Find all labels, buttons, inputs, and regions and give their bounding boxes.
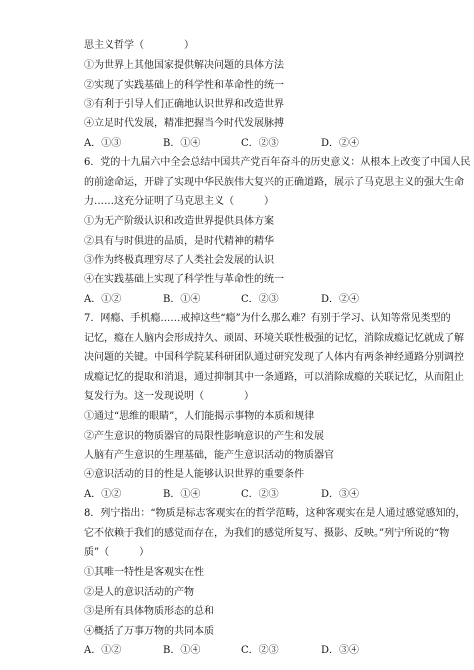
q6-item-1: ①为无产阶级认识和改造世界提供具体方案 (84, 216, 274, 227)
q7-option-b[interactable]: B．①④ (163, 489, 201, 500)
q8-item-1: ①其唯一特性是客观实在性 (84, 567, 204, 578)
q6-stem-line-2: 的前途命运，开辟了实现中华民族伟大复兴的正确道路，展示了马克思主义的强大生命 (84, 177, 464, 188)
q7-item-1: ①通过“思维的眼睛”，人们能揭示事物的本质和规律 (84, 411, 315, 422)
q6-stem-line-1: 6．党的十九届六中全会总结中国共产党百年奋斗的历史意义：从根本上改变了中国人民 (84, 157, 471, 168)
q6-options (84, 292, 404, 308)
q6-item-4: ④在实践基础上实现了科学性与革命性的统一 (84, 274, 284, 285)
q7-stem-line-3: 决问题的关键。中国科学院某科研团队通过研究发现了人体内有两条神经通路分别调控 (84, 352, 464, 363)
q8-item-4: ④概括了万事万物的共同本质 (84, 626, 214, 637)
q8-options (84, 643, 404, 659)
q5-option-c[interactable]: C．②③ (241, 138, 279, 149)
q8-option-a[interactable]: A．①② (84, 645, 122, 656)
q7-stem-line-2: 记忆，瘾在人脑内会形成持久、顽固、环境关联性极强的记忆，消除成瘾记忆就成了解 (84, 333, 464, 344)
q5-item-2: ②实现了实践基础上的科学性和革命性的统一 (84, 80, 284, 91)
q7-stem-line-5: 复发行为。这一发现说明（ ） (84, 391, 254, 402)
q7-item-2: ②产生意识的物质器官的局限性影响意识的产生和发展 (84, 431, 324, 442)
q8-stem-line-3: 质”（ ） (84, 547, 150, 558)
q5-item-3: ③有利于引导人们正确地认识世界和改造世界 (84, 99, 284, 110)
q7-stem-line-1: 7．网瘾、手机瘾……戒掉这些“瘾”为什么那么难？有别于学习、认知等常见类型的 (84, 313, 451, 324)
q5-item-4: ④立足时代发展，精准把握当今时代发展脉搏 (84, 118, 284, 129)
q5-option-a[interactable]: A．①③ (84, 138, 122, 149)
q7-option-c[interactable]: C．②③ (241, 489, 279, 500)
q5-stem-tail: 思主义哲学（ ） (84, 40, 194, 51)
q6-item-3: ③作为终极真理穷尽了人类社会发展的认识 (84, 255, 274, 266)
q7-option-a[interactable]: A．①② (84, 489, 122, 500)
q5-options (84, 136, 404, 152)
q6-stem-line-3: 力……这充分证明了马克思主义（ ） (84, 196, 274, 207)
q6-option-c[interactable]: C．②③ (241, 294, 279, 305)
q7-stem-line-4: 成瘾记忆的提取和消退，通过抑制其中一条通路，可以消除成瘾的关联记忆，从而阻止 (84, 372, 464, 383)
q5-option-b[interactable]: B．①④ (163, 138, 201, 149)
q8-option-d[interactable]: D．③④ (321, 645, 360, 656)
q8-item-2: ②是人的意识活动的产物 (84, 587, 194, 598)
q7-options (84, 487, 404, 503)
q5-item-1: ①为世界上其他国家提供解决问题的具体方法 (84, 60, 284, 71)
q8-option-b[interactable]: B．①④ (163, 645, 201, 656)
q6-option-d[interactable]: D．②④ (321, 294, 360, 305)
q8-stem-line-2: 它不依赖于我们的感觉而存在，为我们的感觉所复写、摄影、反映。”列宁所说的“物 (84, 528, 450, 539)
q8-stem-line-1: 8．列宁指出：“物质是标志客观实在的哲学范畴，这种客观实在是人通过感觉感知的， (84, 508, 466, 519)
q7-option-d[interactable]: D．③④ (321, 489, 360, 500)
q6-option-a[interactable]: A．①② (84, 294, 122, 305)
q7-item-4: ④意识活动的目的性是人能够认识世界的重要条件 (84, 469, 304, 480)
q8-item-3: ③是所有具体物质形态的总和 (84, 606, 214, 617)
q6-option-b[interactable]: B．①④ (163, 294, 201, 305)
q8-option-c[interactable]: C．②③ (241, 645, 279, 656)
q6-item-2: ②具有与时俱进的品质，是时代精神的精华 (84, 236, 274, 247)
q5-option-d[interactable]: D．②④ (321, 138, 360, 149)
q7-item-3: 人脑有产生意识的生理基础，能产生意识活动的物质器官 (84, 450, 334, 461)
